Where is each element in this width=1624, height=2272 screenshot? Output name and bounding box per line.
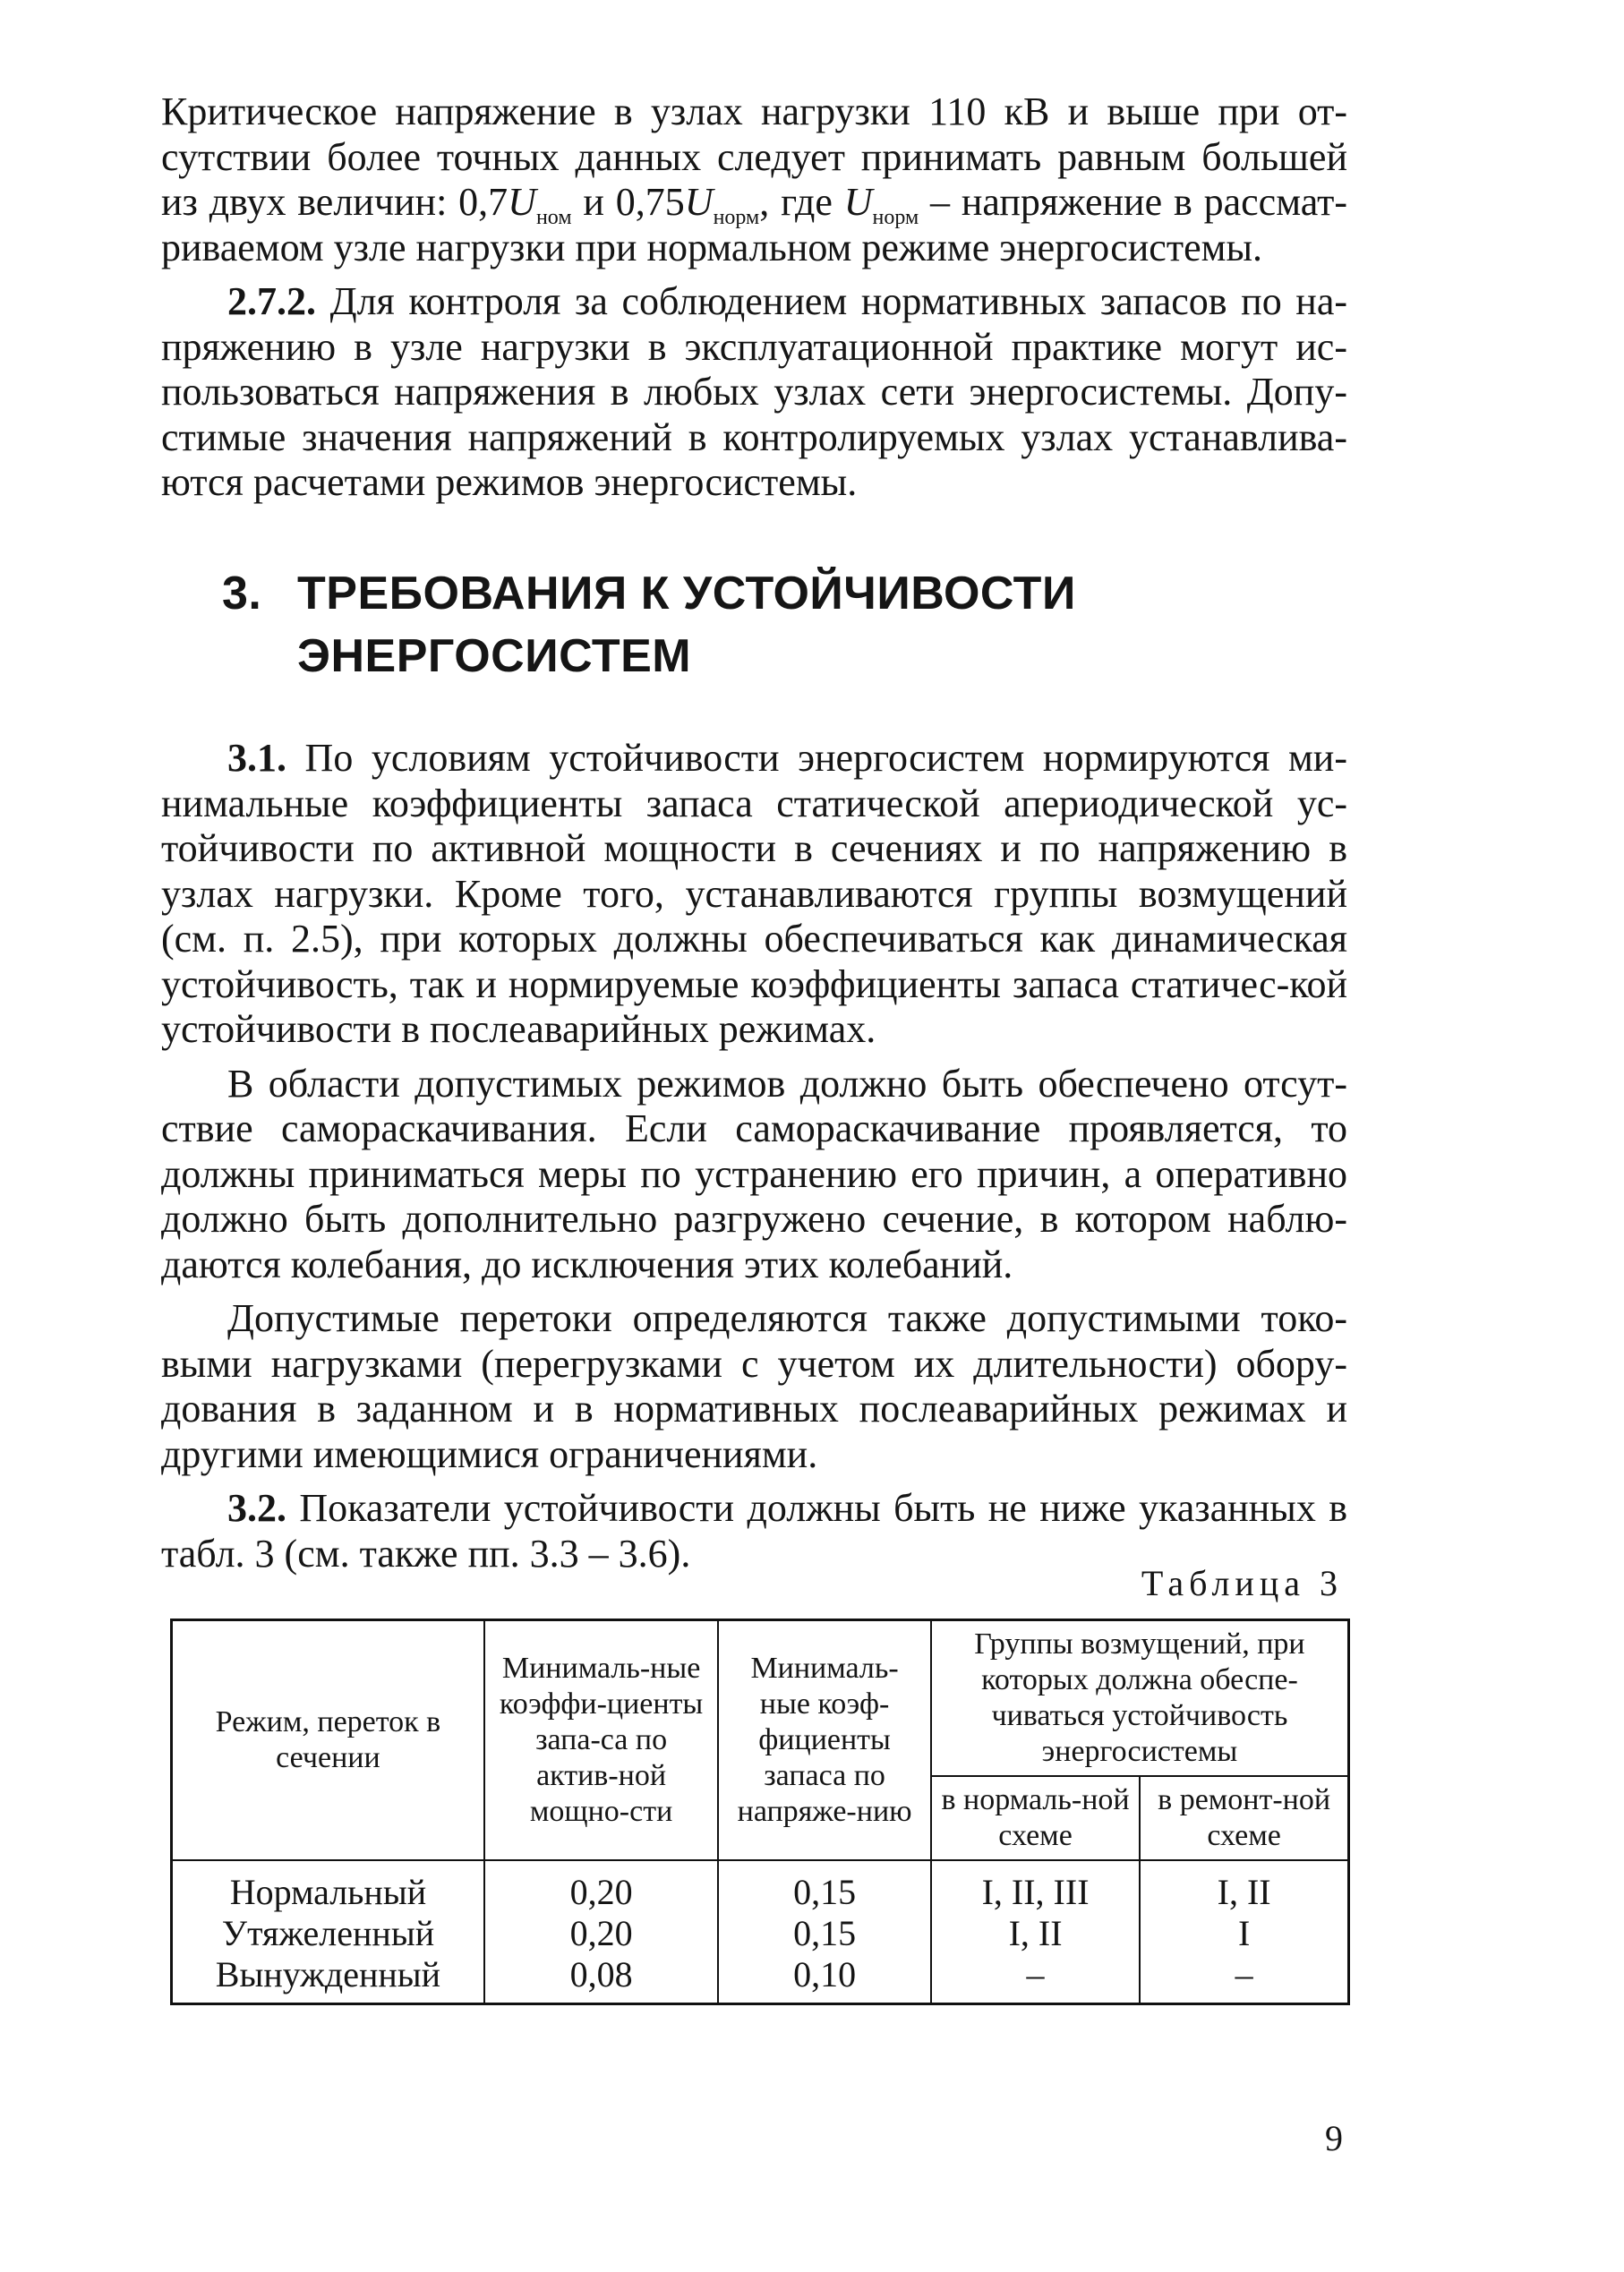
cell-repair: I, II <box>1140 1860 1348 1913</box>
table-caption: Таблица 3 <box>1141 1563 1343 1603</box>
paragraph-allowed-flows: Допустимые перетоки определяются также допустимыми токо-выми нагрузками (перегрузками с учетом их длительности) обору-дования в заданном и в нормативных послеаварийных режимах и другими имеющимися ограничениями. <box>161 1296 1347 1476</box>
cell-normal: I, II <box>931 1913 1140 1954</box>
header-k-active: Минималь-ные коэффи-циенты запа-са по актив-ной мощно-сти <box>484 1620 718 1861</box>
section-heading <box>222 562 1296 688</box>
table-row <box>172 1954 1349 2004</box>
cell-regime: Вынужденный <box>172 1954 484 2004</box>
stability-table <box>170 1619 1350 2005</box>
cell-regime: Нормальный <box>172 1860 484 1913</box>
cell-k-voltage: 0,15 <box>718 1860 931 1913</box>
cell-normal: – <box>931 1954 1140 2004</box>
paragraph-3-2: 3.2. Показатели устойчивости должны быть не ниже указанных в табл. 3 (см. также пп. 3.3 – 3.6). <box>161 1486 1347 1576</box>
cell-regime: Утяжеленный <box>172 1913 484 1954</box>
clause-number: 2.7.2. <box>227 279 316 323</box>
header-regime: Режим, переток в сечении <box>172 1620 484 1861</box>
cell-k-active: 0,20 <box>484 1860 718 1913</box>
paragraph-self-oscillation: В области допустимых режимов должно быть обеспечено отсут-ствие самораскачивания. Если самораскачивание проявляется, то должны приниматься меры по устранению его причин, а оперативно должно быть дополнительно разгружено сечение, в котором наблю-даются колебания, до исключения этих колебаний. <box>161 1061 1347 1286</box>
table-row <box>172 1913 1349 1954</box>
bottom-text-block <box>161 736 1347 1585</box>
clause-number: 3.1. <box>227 736 286 780</box>
cell-repair: I <box>1140 1913 1348 1954</box>
section-title-line1: ТРЕБОВАНИЯ К УСТОЙЧИВОСТИ <box>297 568 1076 619</box>
top-text-block <box>161 90 1347 515</box>
paragraph-3-1: 3.1. По условиям устойчивости энергосистем нормируются ми-нимальные коэффициенты запаса статической апериодической ус-тойчивости по активной мощности в сечениях и по напряжению в узлах нагрузки. Кроме того, устанавливаются группы возмущений (см. п. 2.5), при которых должны обеспечиваться как динамическая устойчивость, так и нормируемые коэффициенты запаса статичес-кой устойчивости в послеаварийных режимах. <box>161 736 1347 1051</box>
cell-k-voltage: 0,10 <box>718 1954 931 2004</box>
cell-k-active: 0,08 <box>484 1954 718 2004</box>
paragraph-critical-voltage: Критическое напряжение в узлах нагрузки 110 кВ и выше при от-сутствии более точных данных следует принимать равным большей из двух величин: $0,7U_{ном}$ и $0,75U_{норм}$, где $U_{норм}$ – напряжение в рассмат-риваемом узле нагрузки при нормальном режиме энергосистемы. <box>161 90 1348 269</box>
paragraph-2-7-2: 2.7.2. Для контроля за соблюдением нормативных запасов по на-пряжению в узле нагрузки в эксплуатационной практике могут ис-пользоваться напряжения в любых узлах сети энергосистемы. Допу-стимые значения напряжений в контролируемых узлах устанавлива-ются расчетами режимов энергосистемы. <box>161 279 1347 504</box>
header-normal-scheme: в нормаль-ной схеме <box>931 1776 1140 1860</box>
cell-k-active: 0,20 <box>484 1913 718 1954</box>
header-k-voltage: Минималь-ные коэф-фициенты запаса по напряже-нию <box>718 1620 931 1861</box>
section-number: 3. <box>222 568 262 619</box>
table-row <box>172 1860 1349 1913</box>
header-groups: Группы возмущений, при которых должна обеспе-чиваться устойчивость энергосистемы <box>931 1620 1349 1777</box>
cell-normal: I, II, III <box>931 1860 1140 1913</box>
section-title-line2: ЭНЕРГОСИСТЕМ <box>297 630 692 682</box>
clause-number: 3.2. <box>227 1486 286 1530</box>
header-repair-scheme: в ремонт-ной схеме <box>1140 1776 1348 1860</box>
cell-k-voltage: 0,15 <box>718 1913 931 1954</box>
cell-repair: – <box>1140 1954 1348 2004</box>
page-number: 9 <box>1325 2118 1343 2158</box>
